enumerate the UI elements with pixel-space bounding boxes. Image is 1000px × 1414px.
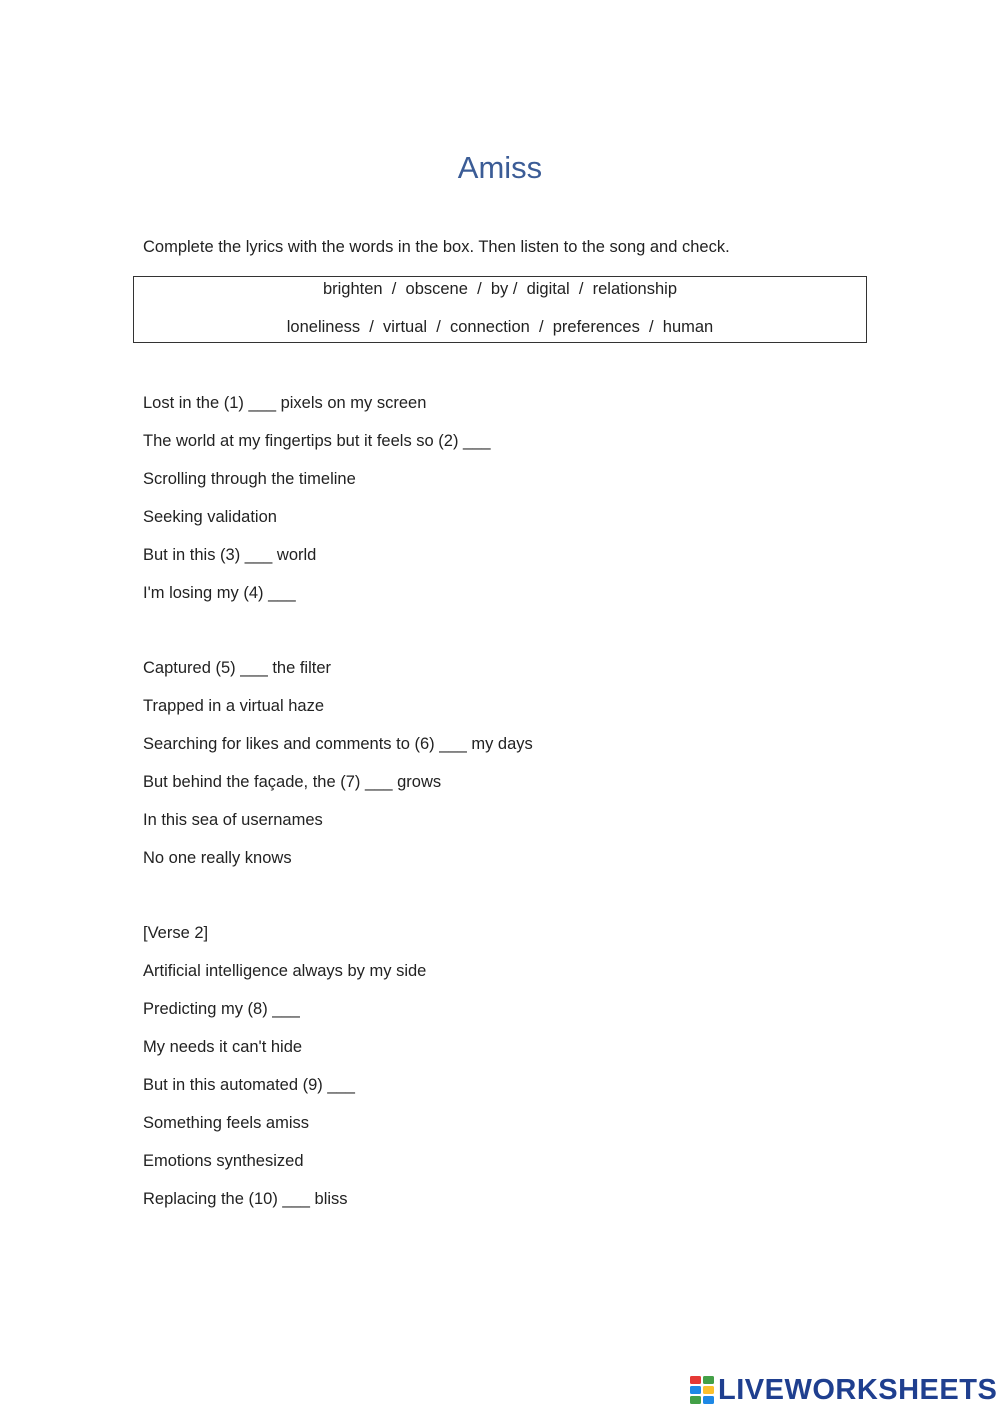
- lyric-line: Captured (5) ___ the filter: [143, 659, 332, 677]
- lyric-line: Emotions synthesized: [143, 1152, 304, 1170]
- word-box-row-1: brighten / obscene / by / digital / relationship: [322, 280, 678, 298]
- lyric-line: Artificial intelligence always by my side: [143, 962, 427, 980]
- lyric-line: Lost in the (1) ___ pixels on my screen: [143, 394, 427, 412]
- liveworksheets-logo-icon: [690, 1376, 714, 1404]
- lyric-line: Trapped in a virtual haze: [143, 697, 324, 715]
- lyric-line: I'm losing my (4) ___: [143, 584, 296, 602]
- liveworksheets-logo: [690, 1372, 997, 1408]
- liveworksheets-logo-text: LIVEWORKSHEETS: [718, 1373, 998, 1406]
- lyric-line: Seeking validation: [143, 508, 277, 526]
- lyric-line: Scrolling through the timeline: [143, 470, 356, 488]
- lyric-line: My needs it can't hide: [143, 1038, 303, 1056]
- lyric-line: Replacing the (10) ___ bliss: [143, 1190, 348, 1208]
- lyric-line: Something feels amiss: [143, 1114, 309, 1132]
- lyric-line: But in this automated (9) ___: [143, 1076, 355, 1094]
- lyric-line: Searching for likes and comments to (6) ___ my days: [143, 735, 533, 753]
- lyric-line: But behind the façade, the (7) ___ grows: [143, 773, 442, 791]
- word-box: [133, 276, 867, 343]
- lyric-line: No one really knows: [143, 849, 292, 867]
- verse-heading: [Verse 2]: [143, 924, 209, 942]
- page-title: Amiss: [457, 150, 543, 185]
- lyric-line: Predicting my (8) ___: [143, 1000, 300, 1018]
- lyric-line: In this sea of usernames: [143, 811, 323, 829]
- lyric-line: But in this (3) ___ world: [143, 546, 317, 564]
- lyric-line: The world at my fingertips but it feels so (2) ___: [143, 432, 491, 450]
- word-box-row-2: loneliness / virtual / connection / preferences / human: [286, 318, 714, 336]
- instruction-text: Complete the lyrics with the words in the box. Then listen to the song and check.: [143, 238, 730, 256]
